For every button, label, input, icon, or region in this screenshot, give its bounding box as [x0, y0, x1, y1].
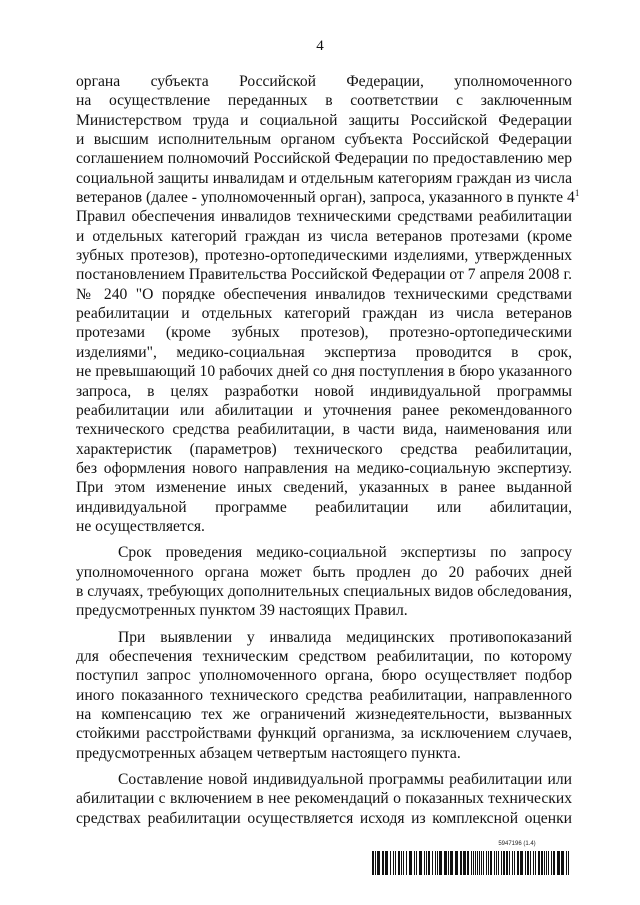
- text-line-content: иного показанного технического средства реабилитации, направленного: [76, 686, 572, 704]
- text-line: [76, 498, 572, 517]
- text-line-content: поступил запрос уполномоченного органа, бюро осуществляет подбор: [76, 667, 572, 685]
- text-line: [76, 478, 572, 497]
- text-line-content: для обеспечения техническим средством реабилитации, по которому: [76, 647, 572, 665]
- text-line: [76, 323, 572, 342]
- text-line: [76, 563, 572, 582]
- text-line-content: уполномоченного органа может быть продлен до 20 рабочих дней: [76, 563, 572, 581]
- text-line-content: средствах реабилитации осуществляется исходя из комплексной оценки: [76, 809, 572, 827]
- paragraph: [76, 72, 580, 536]
- text-line-content: предусмотренных пунктом 39 настоящих Правил.: [76, 602, 408, 620]
- text-line-content: стойкими расстройствами функций организма, за исключением случаев,: [76, 725, 572, 743]
- text-line: [76, 304, 572, 323]
- text-line-content: Срок проведения медико-социальной экспертизы по запросу: [118, 544, 572, 562]
- text-line: [76, 91, 572, 110]
- text-line: [76, 343, 572, 362]
- text-line-content: постановлением Правительства Российской Федерации от 7 апреля 2008 г.: [76, 266, 572, 284]
- text-line-content: зубных протезов), протезно-ортопедическими изделиями, утвержденных: [76, 247, 572, 265]
- text-line-content: технического средства реабилитации, в части вида, наименования или: [76, 421, 572, 439]
- paragraph: [76, 628, 572, 763]
- barcode-image: [372, 851, 572, 875]
- page-number: 4: [316, 38, 324, 54]
- text-line-content: не превышающий 10 рабочих дней со дня поступления в бюро указанного: [76, 363, 572, 381]
- text-line-content: Министерством труда и социальной защиты Российской Федерации: [76, 111, 572, 129]
- text-line: [76, 459, 572, 478]
- text-line: [76, 362, 572, 381]
- body-text: [76, 72, 580, 828]
- text-line: [76, 628, 572, 647]
- text-line: [76, 686, 572, 705]
- text-line-content: на осуществление переданных в соответствии с заключенным: [76, 92, 572, 110]
- text-line: [76, 130, 572, 149]
- text-line: [76, 420, 572, 439]
- text-line: [76, 543, 572, 562]
- paragraph: [76, 770, 572, 828]
- text-line: [76, 770, 572, 789]
- text-line-content: без оформления нового направления на медико-социальную экспертизу.: [76, 459, 572, 477]
- text-line-content: органа субъекта Российской Федерации, уполномоченного: [76, 73, 572, 90]
- text-line: [76, 169, 572, 188]
- text-line: [76, 666, 572, 685]
- text-line: [76, 401, 572, 420]
- text-line: [76, 227, 572, 246]
- text-line-content: реабилитации и отдельных категорий граждан из числа ветеранов: [76, 305, 572, 323]
- text-line-content: и высшим исполнительным органом субъекта Российской Федерации: [76, 131, 572, 149]
- paragraph-gap: [76, 621, 572, 628]
- text-line: [76, 647, 572, 666]
- text-line: [76, 724, 572, 743]
- paragraph-gap: [76, 536, 572, 543]
- text-line: [76, 517, 572, 536]
- text-line: [76, 744, 572, 763]
- text-line-content: При выявлении у инвалида медицинских противопоказаний: [118, 628, 572, 646]
- text-line-content: Правил обеспечения инвалидов техническими средствами реабилитации: [76, 208, 572, 226]
- text-line: [76, 207, 572, 226]
- text-line: [76, 72, 572, 91]
- text-line: [76, 705, 572, 724]
- text-line-content: При этом изменение иных сведений, указанных в ранее выданной: [76, 479, 572, 497]
- text-line: [76, 111, 572, 130]
- text-line: [76, 440, 572, 459]
- text-line-content: в случаях, требующих дополнительных специальных видов обследования,: [76, 582, 572, 600]
- text-line-content: реабилитации или абилитации и уточнения ранее рекомендованного: [76, 401, 572, 419]
- text-line: [76, 149, 572, 168]
- text-line-content: и отдельных категорий граждан из числа ветеранов протезами (кроме: [76, 227, 572, 245]
- text-line-content: характеристик (параметров) технического средства реабилитации,: [76, 440, 572, 458]
- text-line-content: соглашением полномочий Российской Федерации по предоставлению мер: [76, 150, 572, 168]
- text-line-content: не осуществляется.: [76, 517, 205, 535]
- text-line: [76, 246, 572, 265]
- text-line-content: предусмотренных абзацем четвертым настоящего пункта.: [76, 744, 461, 762]
- text-line-content: протезами (кроме зубных протезов), протезно-ортопедическими: [76, 324, 572, 342]
- paragraph-gap: [76, 763, 572, 770]
- text-line-content: социальной защиты инвалидам и отдельным категориям граждан из числа: [76, 169, 572, 187]
- text-line-content: индивидуальной программе реабилитации или абилитации,: [76, 498, 572, 516]
- text-line: [76, 285, 572, 304]
- text-line: [76, 582, 572, 601]
- text-line: [76, 265, 572, 284]
- text-line-content: Составление новой индивидуальной программы реабилитации или: [118, 771, 572, 789]
- text-line-content: на компенсацию тех же ограничений жизнедеятельности, вызванных: [76, 706, 572, 723]
- text-line: [76, 601, 572, 620]
- text-line: [76, 809, 572, 828]
- text-line-content: запроса, в целях разработки новой индивидуальной программы: [76, 382, 572, 400]
- text-line-content: № 240 "О порядке обеспечения инвалидов техническими средствами: [76, 285, 572, 303]
- text-line: [76, 382, 572, 401]
- barcode-caption: 5947196 (1.4): [498, 841, 536, 847]
- text-line-content: абилитации с включением в нее рекомендаций о показанных технических: [76, 790, 572, 808]
- text-line: [76, 789, 572, 808]
- paragraph: [76, 543, 572, 620]
- superscript: 1: [574, 188, 580, 199]
- text-line-content: изделиями", медико-социальная экспертиза проводится в срок,: [76, 343, 572, 361]
- text-line: [76, 188, 580, 207]
- text-line-content: ветеранов (далее - уполномоченный орган), запроса, указанного в пункте 4: [76, 189, 575, 207]
